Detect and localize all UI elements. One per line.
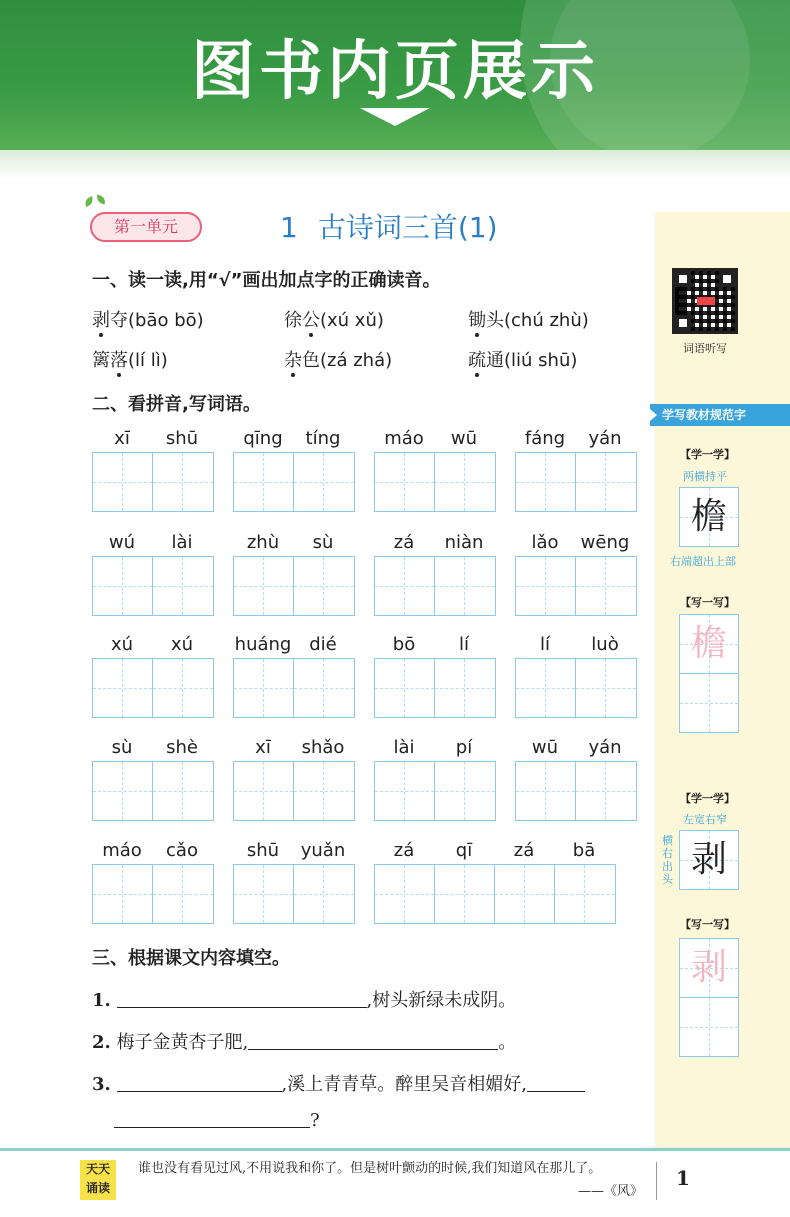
writing-cell[interactable] [93,557,153,615]
pinyin-label: sù [312,532,334,553]
footer-vertical-line [656,1162,657,1200]
writing-grid[interactable] [233,658,355,718]
pinyin-label: pí [455,737,473,758]
writing-cell[interactable] [234,453,294,511]
emphasis-dot [291,373,295,377]
pinyin-label: wū [531,737,559,758]
writing-grid[interactable] [374,556,496,616]
writing-cell[interactable] [576,762,636,820]
writing-cell[interactable] [93,865,153,923]
lesson-name: 古诗词三首(1) [317,211,498,244]
footer-divider [0,1148,790,1151]
pinyin-label: yán [588,428,622,449]
writing-cell[interactable] [435,865,495,923]
writing-cell[interactable] [234,659,294,717]
model-char: 檐 [690,496,727,537]
section-title: 三、根据课文内容填空。 [92,948,290,969]
writing-cell[interactable] [153,659,213,717]
answer-blank[interactable] [117,1074,282,1092]
answer-blank[interactable] [117,990,367,1008]
pinyin-label: xú [170,634,194,655]
sidebar-tag: 学写教材规范字 [650,404,790,426]
pinyin-label: máo [384,428,424,449]
writing-cell[interactable] [234,762,294,820]
char-note: 横右出头 [662,834,673,886]
pinyin-label: zá [393,532,415,553]
char-note: 左宽右窄 [683,813,727,826]
pinyin-label: huáng [234,634,292,655]
fill-question-1 [92,986,516,1012]
writing-grid[interactable] [374,658,496,718]
emphasis-dot [475,373,479,377]
pinyin-label: niàn [444,532,484,553]
writing-cell[interactable] [294,762,354,820]
trace-char: 檐 [690,623,727,664]
writing-grid[interactable] [233,761,355,821]
writing-cell[interactable] [576,453,636,511]
pinyin-label: bō [392,634,416,655]
writing-cell[interactable] [435,762,495,820]
pinyin-label: yuǎn [300,840,346,861]
pinyin-label: lí [458,634,469,655]
writing-cell[interactable] [435,453,495,511]
writing-grid[interactable] [233,864,355,924]
section-title: 一、读一读,用“√”画出加点字的正确读音。 [92,270,441,291]
writing-cell[interactable] [375,762,435,820]
writing-cell[interactable] [435,659,495,717]
pinyin-label: luò [591,634,619,655]
write-box[interactable] [679,673,739,733]
pinyin-label: sù [111,737,133,758]
banner-title: 图书内页展示 [191,35,599,109]
reading-item: 篱落(lí lì) [92,350,168,371]
fill-question-3-cont [114,1110,320,1131]
pinyin-label: wēng [580,532,630,553]
pinyin-label: xú [110,634,134,655]
banner-shadow [0,150,790,180]
pinyin-label: lí [539,634,550,655]
pinyin-label: zhù [246,532,280,553]
write-box[interactable] [679,997,739,1057]
question-number: 3. [92,1074,111,1095]
char-note: 右端超出上部 [670,555,736,568]
pinyin-label: yán [588,737,622,758]
writing-cell[interactable] [234,865,294,923]
pinyin-label: qīng [243,428,283,449]
writing-cell[interactable] [516,557,576,615]
pinyin-label: xī [255,737,271,758]
pinyin-label: fáng [524,428,566,449]
char-note: 两横持平 [683,470,727,483]
model-char: 剥 [690,839,727,880]
pinyin-label: zá [513,840,535,861]
answer-blank[interactable] [248,1032,498,1050]
writing-cell[interactable] [495,865,555,923]
reading-item: 疏通(liú shū) [468,350,578,371]
writing-cell[interactable] [516,659,576,717]
emphasis-dot [99,333,103,337]
writing-cell[interactable] [516,762,576,820]
writing-grid[interactable] [92,864,214,924]
writing-cell[interactable] [375,453,435,511]
writing-cell[interactable] [294,453,354,511]
writing-grid[interactable] [515,658,637,718]
writing-cell[interactable] [576,659,636,717]
footer-badge [80,1160,116,1200]
pinyin-label: lài [393,737,415,758]
writing-grid[interactable] [515,761,637,821]
write-label: 【写一写】 [680,918,735,931]
emphasis-dot [117,373,121,377]
emphasis-dot [309,333,313,337]
pinyin-label: cǎo [166,840,198,861]
reading-item: 徐公(xú xǔ) [284,310,384,331]
down-arrow-icon [360,108,430,126]
learn-label: 【学一学】 [680,792,735,805]
question-text: 。 [498,1032,517,1053]
footer-source: ——《风》 [578,1184,644,1199]
reading-item: 杂色(zá zhá) [284,350,393,371]
pinyin-label: lài [171,532,193,553]
lesson-number: 1 [280,211,298,244]
pinyin-label: xī [114,428,130,449]
writing-grid[interactable] [92,658,214,718]
answer-blank[interactable] [114,1110,310,1128]
pinyin-label: wū [450,428,478,449]
writing-cell[interactable] [555,865,615,923]
question-number: 2. [92,1032,111,1053]
writing-cell[interactable] [576,557,636,615]
writing-cell[interactable] [375,659,435,717]
pinyin-label: bā [572,840,596,861]
answer-blank[interactable] [527,1074,585,1092]
fill-question-3 [92,1070,585,1096]
unit-badge: 第一单元 [90,212,202,242]
trace-char: 剥 [690,947,727,988]
pinyin-label: lǎo [531,532,559,553]
writing-cell[interactable] [93,453,153,511]
question-text: ,树头新绿未成阴。 [366,990,517,1011]
pinyin-label: dié [309,634,337,655]
pinyin-label: wú [108,532,136,553]
writing-cell[interactable] [153,762,213,820]
writing-grid[interactable] [92,452,214,512]
qr-code-icon[interactable] [672,268,738,334]
page-number: 1 [676,1166,690,1190]
writing-grid[interactable] [233,556,355,616]
writing-cell[interactable] [435,557,495,615]
writing-grid[interactable] [92,556,214,616]
writing-cell[interactable] [375,557,435,615]
writing-cell[interactable] [234,557,294,615]
writing-cell[interactable] [294,659,354,717]
banner [0,0,790,150]
writing-cell[interactable] [93,659,153,717]
writing-grid[interactable] [515,556,637,616]
emphasis-dot [475,333,479,337]
question-text: ,溪上青青草。醉里吴音相媚好, [281,1074,527,1095]
footer-poem: 谁也没有看见过风,不用说我和你了。但是树叶颤动的时候,我们知道风在那儿了。 [138,1161,602,1176]
pinyin-label: qī [455,840,473,861]
writing-cell[interactable] [294,557,354,615]
writing-grid[interactable] [515,452,637,512]
pinyin-label: shū [246,840,280,861]
writing-grid[interactable] [374,864,616,924]
fill-question-2 [92,1028,516,1054]
writing-cell[interactable] [153,557,213,615]
writing-cell[interactable] [375,865,435,923]
pinyin-label: shǎo [301,737,345,758]
reading-item: 剥夺(bāo bō) [92,310,204,331]
writing-cell[interactable] [294,865,354,923]
question-number: 1. [92,990,111,1011]
badge-line: 天天 [85,1162,110,1176]
pinyin-label: zá [393,840,415,861]
writing-grid[interactable] [92,761,214,821]
question-text: ? [310,1110,320,1131]
writing-grid[interactable] [374,761,496,821]
writing-cell[interactable] [93,762,153,820]
pinyin-label: tíng [305,428,341,449]
pinyin-label: máo [102,840,142,861]
badge-line: 诵读 [85,1181,110,1195]
lesson-title [280,206,498,246]
writing-cell[interactable] [153,453,213,511]
question-text: 梅子金黄杏子肥, [116,1032,249,1053]
writing-cell[interactable] [516,453,576,511]
write-label: 【写一写】 [680,596,735,609]
leaf-icon [83,196,95,207]
writing-cell[interactable] [153,865,213,923]
learn-label: 【学一学】 [680,448,735,461]
writing-grid[interactable] [233,452,355,512]
pinyin-label: shū [165,428,199,449]
reading-item: 锄头(chú zhù) [468,310,589,331]
qr-label: 词语听写 [683,342,727,355]
writing-grid[interactable] [374,452,496,512]
leaf-icon [95,195,107,205]
pinyin-label: shè [166,737,198,758]
section-title: 二、看拼音,写词语。 [92,394,261,415]
